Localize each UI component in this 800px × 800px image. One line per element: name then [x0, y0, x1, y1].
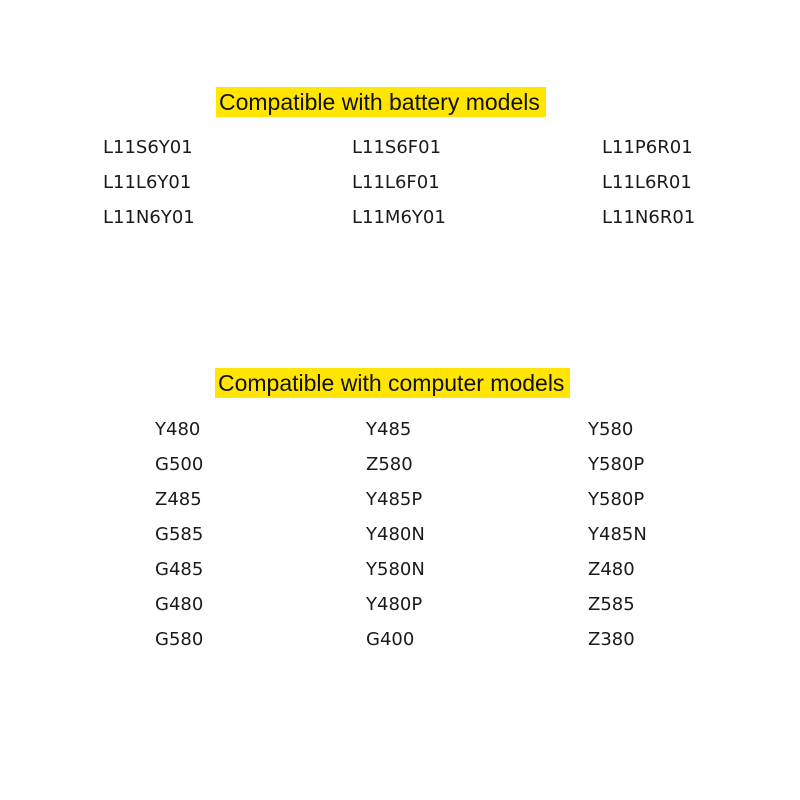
- battery-model-item: L11L6R01: [602, 172, 692, 193]
- computer-model-item: G400: [366, 629, 415, 650]
- computer-model-item: Y485P: [366, 489, 423, 510]
- computer-model-item: Y480N: [366, 524, 425, 545]
- computer-model-item: Z485: [155, 489, 202, 510]
- computer-model-item: Z380: [588, 629, 635, 650]
- computer-model-item: G580: [155, 629, 204, 650]
- computer-models-column-1: [155, 419, 203, 664]
- computer-model-item: G485: [155, 559, 204, 580]
- computer-model-item: Y480P: [366, 594, 423, 615]
- battery-models-column-1: [103, 137, 195, 242]
- computer-model-item: G500: [155, 454, 204, 475]
- battery-models-column-3: [602, 137, 695, 242]
- computer-model-item: Y580P: [588, 489, 645, 510]
- computer-model-item: G480: [155, 594, 204, 615]
- battery-model-item: L11L6F01: [352, 172, 440, 193]
- computer-model-item: Z580: [366, 454, 413, 475]
- battery-model-item: L11N6R01: [602, 207, 696, 228]
- battery-model-item: L11N6Y01: [103, 207, 195, 228]
- battery-models-column-2: [352, 137, 446, 242]
- battery-model-item: L11S6Y01: [103, 137, 193, 158]
- battery-model-item: L11L6Y01: [103, 172, 192, 193]
- computer-model-item: Y580N: [366, 559, 425, 580]
- computer-model-item: Z480: [588, 559, 635, 580]
- battery-models-heading: Compatible with battery models: [216, 87, 546, 117]
- computer-model-item: Y485: [366, 419, 412, 440]
- battery-model-item: L11S6F01: [352, 137, 442, 158]
- computer-models-column-3: [588, 419, 647, 664]
- computer-model-item: Y485N: [588, 524, 647, 545]
- battery-model-item: L11M6Y01: [352, 207, 446, 228]
- computer-models-column-2: [366, 419, 425, 664]
- computer-model-item: Y580: [588, 419, 634, 440]
- computer-model-item: Y580P: [588, 454, 645, 475]
- computer-model-item: Y480: [155, 419, 201, 440]
- computer-model-item: G585: [155, 524, 204, 545]
- computer-models-heading: Compatible with computer models: [215, 368, 570, 398]
- computer-model-item: Z585: [588, 594, 635, 615]
- battery-model-item: L11P6R01: [602, 137, 693, 158]
